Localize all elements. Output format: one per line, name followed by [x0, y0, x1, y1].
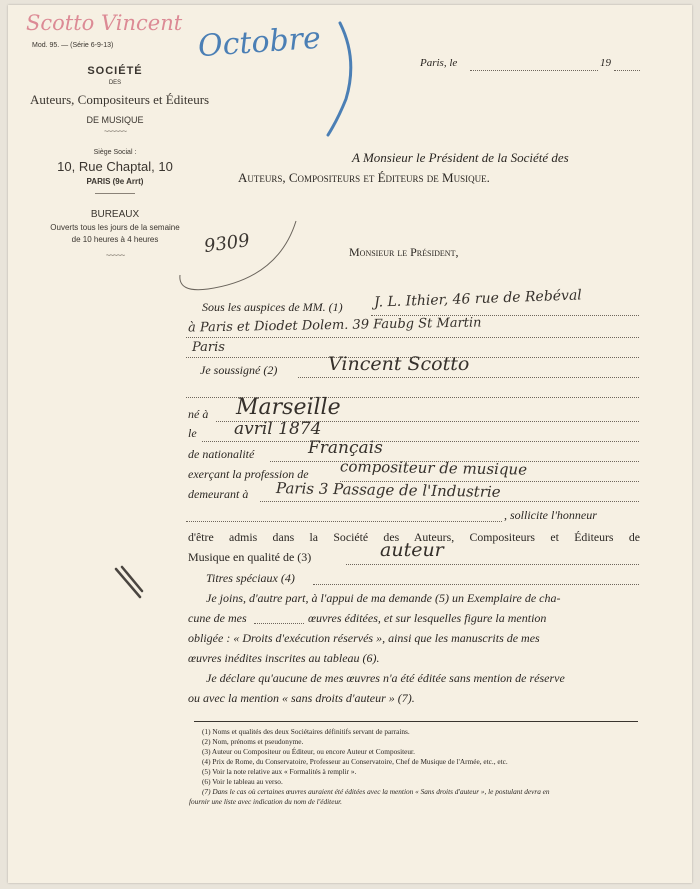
- paragraph1-line1: Je joins, d'autre part, à l'appui de ma demande (5) un Exemplaire de cha-: [206, 591, 561, 605]
- residence-blank-2: [186, 521, 502, 522]
- footnote-4: (4) Prix de Rome, du Conservatoire, Professeur au Conservatoire, Chef de Musique de l'Armée, etc., etc.: [202, 757, 508, 766]
- handwritten-name-annotation: Scotto Vincent: [26, 11, 183, 35]
- paragraph1-line2a: cune de mes: [188, 611, 247, 625]
- footnote-6: (6) Voir le tableau au verso.: [202, 777, 283, 786]
- form-reference: Mod. 95. — (Série 6-9-13): [32, 42, 114, 49]
- residence-label: demeurant à: [188, 487, 249, 501]
- footnote-5: (5) Voir la note relative aux « Formalités à remplir ».: [202, 767, 357, 776]
- date-prefix: Paris, le: [420, 57, 458, 69]
- blue-pencil-stroke: [308, 19, 368, 139]
- bureaux-hours-line1: Ouverts tous les jours de la semaine: [50, 223, 180, 232]
- society-des: DES: [108, 80, 122, 86]
- pencil-curve-mark: [168, 219, 298, 309]
- header-rule: [95, 193, 135, 194]
- paragraph2-line1: Je déclare qu'aucune de mes œuvres n'a été éditée sans mention de réserve: [206, 671, 565, 685]
- bureaux-hours-line2: de 10 heures à 4 heures: [71, 235, 159, 244]
- works-count-blank: [254, 623, 304, 624]
- addressee-line1: A Monsieur le Président de la Société des: [352, 150, 569, 165]
- quality-value: auteur: [380, 539, 444, 561]
- profession-value: compositeur de musique: [339, 457, 528, 479]
- auspices-blank-2: [186, 337, 639, 338]
- date-year-prefix: 19: [600, 57, 611, 69]
- auspices-value-3: Paris: [192, 340, 225, 355]
- solicit-text: , sollicite l'honneur: [504, 508, 597, 522]
- paragraph2-line2: ou avec la mention « sans droits d'auteur » (7).: [188, 691, 415, 705]
- footnote-1: (1) Noms et qualités des deux Sociétaires définitifs servant de parrains.: [202, 727, 410, 736]
- siege-label: Siège Social :: [93, 149, 137, 156]
- date-day-blank: [470, 70, 598, 71]
- paragraph1-line3: obligée : « Droits d'exécution réservés », ainsi que les manuscrits de mes: [188, 631, 540, 645]
- form-sheet: [8, 5, 692, 883]
- siege-address: 10, Rue Chaptal, 10: [57, 159, 173, 174]
- nationality-value: Français: [308, 438, 383, 458]
- auspices-value-2: à Paris et Diodet Dolem. 39 Faubg St Martin: [187, 315, 482, 336]
- undersigned-value: Vincent Scotto: [328, 353, 470, 375]
- society-name: Auteurs, Compositeurs et Éditeurs: [30, 92, 210, 107]
- date-of-birth-value: avril 1874: [234, 419, 322, 439]
- society-musique: DE MUSIQUE: [86, 115, 144, 125]
- born-label: né à: [188, 407, 209, 421]
- residence-value: Paris 3 Passage de l'Industrie: [275, 479, 501, 501]
- footnote-3: (3) Auteur ou Compositeur ou Éditeur, ou encore Auteur et Compositeur.: [202, 747, 415, 756]
- siege-city: PARIS (9e Arrt): [86, 177, 144, 186]
- profession-label: exerçant la profession de: [188, 467, 309, 481]
- handwritten-month-annotation: Octobre: [196, 20, 322, 65]
- auspices-label: Sous les auspices de MM. (1): [202, 300, 343, 314]
- auspices-value-1: J. L. Ithier, 46 rue de Rebéval: [373, 287, 583, 311]
- date-year-blank: [614, 70, 640, 71]
- paragraph1-line4: œuvres inédites inscrites au tableau (6).: [188, 651, 380, 665]
- paragraph1-line2b: œuvres éditées, et sur lesquelles figure la mention: [308, 611, 547, 625]
- date-of-birth-blank: [202, 441, 639, 442]
- stray-pencil-mark: [112, 563, 146, 603]
- date-of-birth-label: le: [188, 426, 197, 440]
- footnote-7-continued: fournir une liste avec indication du nom de l'éditeur.: [189, 797, 342, 806]
- footnote-divider: [194, 721, 638, 722]
- admit-line1: d'être admis dans la Société des Auteurs, Compositeurs et Éditeurs de: [188, 530, 640, 544]
- residence-blank: [260, 501, 639, 502]
- handwritten-file-number: 9309: [202, 229, 252, 258]
- ornament-divider-2: ~~~~~: [105, 251, 125, 260]
- titles-label: Titres spéciaux (4): [206, 571, 295, 585]
- quality-blank: [346, 564, 639, 565]
- undersigned-label: Je soussigné (2): [200, 363, 278, 377]
- footnote-2: (2) Nom, prénoms et pseudonyme.: [202, 737, 304, 746]
- addressee-line2: Auteurs, Compositeurs et Éditeurs de Musique.: [238, 170, 490, 185]
- ornament-divider: ~~~~~~: [103, 127, 127, 136]
- titles-blank: [313, 584, 639, 585]
- footnote-7: (7) Dans le cas où certaines œuvres auraient été éditées avec la mention « Sans droits d'auteur », le postulant devra en: [202, 787, 550, 796]
- nationality-label: de nationalité: [188, 447, 255, 461]
- born-value: Marseille: [236, 395, 341, 420]
- salutation: Monsieur le Président,: [349, 245, 459, 259]
- society-title: SOCIÉTÉ: [87, 65, 143, 77]
- admit-line2: Musique en qualité de (3): [188, 550, 312, 564]
- undersigned-blank: [298, 377, 639, 378]
- bureaux-title: BUREAUX: [90, 209, 140, 220]
